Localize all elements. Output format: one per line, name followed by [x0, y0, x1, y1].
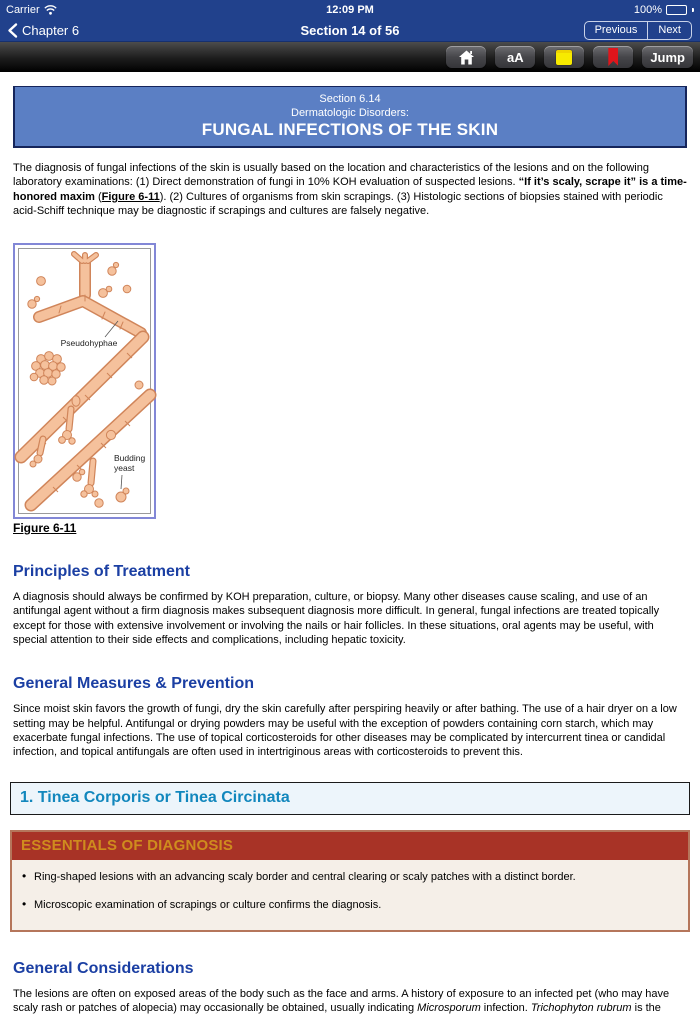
figure-caption[interactable]: Figure 6-11: [13, 521, 77, 536]
figure-6-11-link[interactable]: Figure 6-11: [101, 190, 160, 203]
battery-percent: 100%: [633, 4, 662, 16]
fungal-hyphae-illustration: [19, 249, 150, 513]
battery-icon: [666, 5, 687, 15]
notes-button[interactable]: [544, 46, 584, 68]
general-measures-heading: General Measures & Prevention: [13, 675, 254, 693]
bookmark-icon: [608, 48, 618, 66]
article-content: [0, 86, 700, 1015]
intro-bold-maxim: “If it’s scaly, scrape it” is a time-honored maxim: [13, 176, 687, 203]
essentials-bullet: • Ring-shaped lesions with an advancing scaly border and central clearing or scaly patches with a distinct border.: [22, 870, 674, 884]
home-button[interactable]: [446, 46, 486, 68]
intro-paragraph: The diagnosis of fungal infections of the skin is usually based on the location and characteristics of the lesions and on the following laboratory examinations: (1) Direct demonstration of fungi in 10% KOH evaluation of suspected lesions. “If it’s scaly, scrape it” is a time-honored maxim (Figure 6-11). (2) Cultures of organisms from skin scrapings. (3) Histologic sections of biopsies stained with periodic acid-Schiff technique may be diagnostic if scrapings and cultures are falsely negative.: [13, 162, 687, 217]
status-bar: [0, 0, 700, 20]
reader-toolbar: [0, 42, 700, 72]
bookmark-button[interactable]: [593, 46, 633, 68]
prev-next-control: [584, 21, 692, 40]
next-button[interactable]: Next: [647, 22, 691, 39]
navigation-bar: [0, 20, 700, 42]
intro-text-3: ). (2) Cultures of organisms from skin scrapings. (3) Histologic sections of biopsies stained with periodic acid-Schiff technique may be diagnostic if scrapings and cultures are falsely negative.: [13, 190, 663, 217]
pseudohyphae-label: Pseudohyphae: [60, 338, 118, 349]
section-category: Dermatologic Disorders:: [291, 107, 409, 119]
back-button[interactable]: [8, 23, 208, 38]
figure-6-11-image[interactable]: [13, 243, 156, 519]
jump-label: Jump: [650, 49, 685, 65]
subsection-header-box: [10, 782, 690, 815]
principles-heading: Principles of Treatment: [13, 563, 190, 581]
back-label: Chapter 6: [22, 23, 80, 38]
budding-yeast-label-line1: Budding: [114, 453, 146, 464]
jump-button[interactable]: [642, 46, 693, 68]
section-title: FUNGAL INFECTIONS OF THE SKIN: [201, 120, 499, 139]
wifi-icon: [44, 5, 57, 15]
essentials-list: [12, 860, 688, 930]
general-measures-paragraph: Since moist skin favors the growth of fungi, dry the skin carefully after perspiring heavily or after bathing. The use of a hair dryer on a low setting may be helpful. Antifungal or drying powders may be useful with the exception of powders containing corn starch, which may exacerbate fungal infections. The use of topical corticosteroids for other diseases may be complicated by intercurrent tinea or candidal infection, and topical antifungals are often used in intertriginous areas with corticosteroids to prevent this.: [13, 703, 677, 759]
clock: 12:09 PM: [326, 4, 374, 16]
general-considerations-paragraph: The lesions are often on exposed areas of the body such as the face and arms. A history of exposure to an infected pet (who may have scaly rash or patches of alopecia) may occasionally be obtained, usually indicating Microsporum infection. Trichophyton rubrum is the: [13, 987, 670, 1014]
tinea-heading: 1. Tinea Corporis or Tinea Circinata: [20, 788, 290, 806]
carrier-label: Carrier: [6, 4, 40, 16]
section-title-banner: [13, 86, 687, 148]
essentials-of-diagnosis-box: [10, 830, 690, 932]
previous-button[interactable]: Previous: [594, 24, 638, 36]
section-position-title: Section 14 of 56: [300, 23, 400, 38]
intro-text-1: The diagnosis of fungal infections of the skin is usually based on the location and characteristics of the lesions and on the following laboratory examinations: (1) Direct demonstration of fungi in 10% KOH evaluation of suspected lesions.: [13, 162, 649, 189]
section-number: Section 6.14: [319, 93, 381, 105]
genus-microsporum: Microsporum: [417, 1001, 481, 1014]
chevron-left-icon: [8, 23, 17, 38]
budding-yeast-label-line2: yeast: [114, 463, 135, 474]
note-icon: [556, 50, 572, 65]
essentials-bullet: • Microscopic examination of scrapings or culture confirms the diagnosis.: [22, 898, 674, 912]
species-trichophyton-rubrum: Trichophyton rubrum: [530, 1001, 632, 1014]
principles-paragraph: A diagnosis should always be confirmed by KOH preparation, culture, or biopsy. Many other diseases cause scaling, and use of an antifungal agent without a firm diagnosis makes subsequent diagnosis more difficult. In general, fungal infections are treated topically except for those with extensive involvement or involving the nails or hair follicles. In these situations, oral agents may be useful, with special attention to their side effects and complications, including hepatic toxicity.: [13, 591, 660, 647]
general-considerations-heading: General Considerations: [13, 959, 194, 977]
text-size-label: aA: [507, 49, 524, 65]
home-icon: [458, 50, 475, 65]
essentials-title: ESSENTIALS OF DIAGNOSIS: [12, 832, 688, 860]
text-size-button[interactable]: [495, 46, 535, 68]
